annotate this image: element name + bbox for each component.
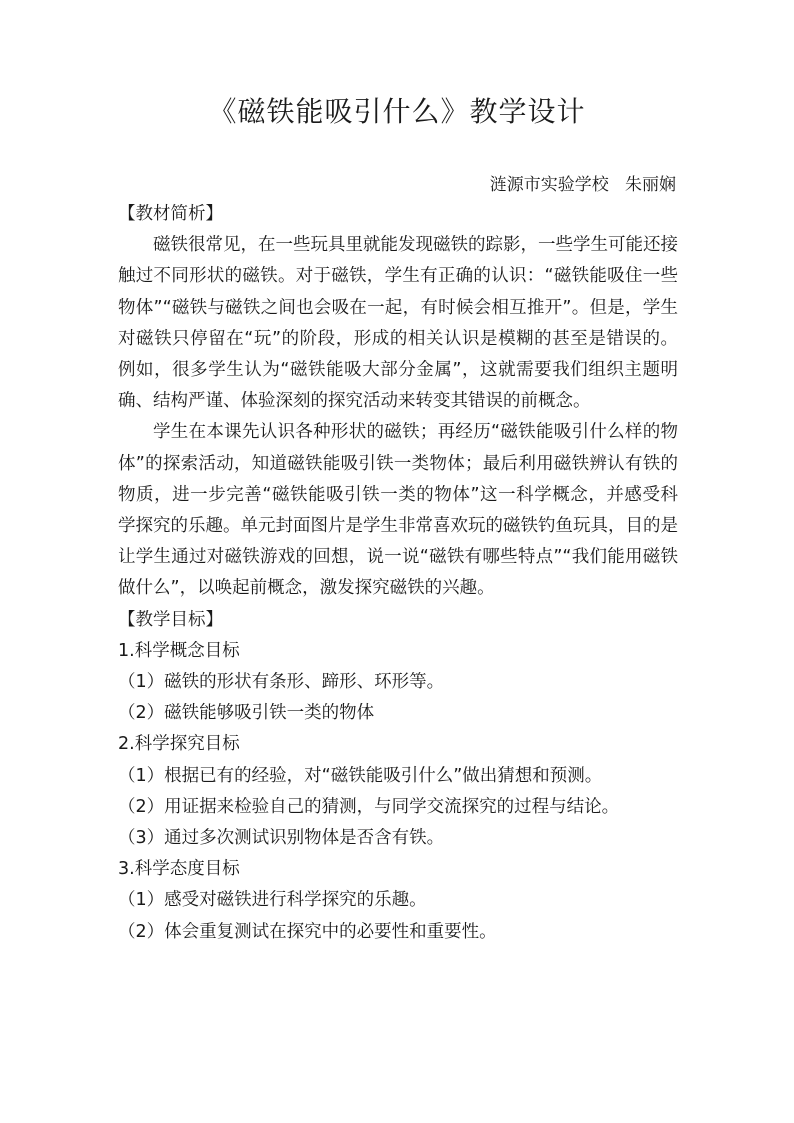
goal-concept-title: 1.科学概念目标 <box>118 640 240 661</box>
goal-attitude-item: （1）感受对磁铁进行科学探究的乐趣。 <box>118 890 427 911</box>
document-title: 《磁铁能吸引什么》教学设计 <box>208 95 586 128</box>
goal-attitude-item: （2）体会重复测试在探究中的必要性和重要性。 <box>118 921 497 942</box>
goal-concept-item: （2）磁铁能够吸引铁一类的物体 <box>118 703 375 724</box>
goal-inquiry-title: 2.科学探究目标 <box>118 734 240 755</box>
section-heading-goals: 【教学目标】 <box>118 609 223 630</box>
section-heading-analysis: 【教材简析】 <box>118 204 223 224</box>
document-author: 涟源市实验学校 朱丽娴 <box>489 175 676 195</box>
goal-attitude-title: 3.科学态度目标 <box>118 859 240 880</box>
goal-concept-item: （1）磁铁的形状有条形、蹄形、环形等。 <box>118 672 445 693</box>
goal-inquiry-item: （1）根据已有的经验，对“磁铁能吸引什么”做出猜想和预测。 <box>118 765 603 786</box>
analysis-paragraph-1: 磁铁很常见，在一些玩具里就能发现磁铁的踪影，一些学生可能还接触过不同形状的磁铁。对于磁铁，学生有正确的认识：“磁铁能吸住一些物体”“磁铁与磁铁之间也会吸在一起，有时候会相互推开”。但是，学生对磁铁只停留在“玩”的阶段，形成的相关认识是模糊的甚至是错误的。例如，很多学生认为“磁铁能吸大部分金属”，这就需要我们组织主题明确、结构严谨、体验深刻的探究活动来转变其错误的前概念。 <box>118 235 678 412</box>
goal-inquiry-item: （2）用证据来检验自己的猜测，与同学交流探究的过程与结论。 <box>118 796 620 817</box>
document-body <box>118 199 678 948</box>
analysis-paragraph-2: 学生在本课先认识各种形状的磁铁；再经历“磁铁能吸引什么样的物体”的探索活动，知道磁铁能吸引铁一类物体；最后利用磁铁辨认有铁的物质，进一步完善“磁铁能吸引铁一类的物体”这一科学概念，并感受科学探究的乐趣。单元封面图片是学生非常喜欢玩的磁铁钓鱼玩具，目的是让学生通过对磁铁游戏的回想，说一说“磁铁有哪些特点”“我们能用磁铁做什么”，以唤起前概念，激发探究磁铁的兴趣。 <box>118 422 678 599</box>
goal-inquiry-item: （3）通过多次测试识别物体是否含有铁。 <box>118 828 445 849</box>
